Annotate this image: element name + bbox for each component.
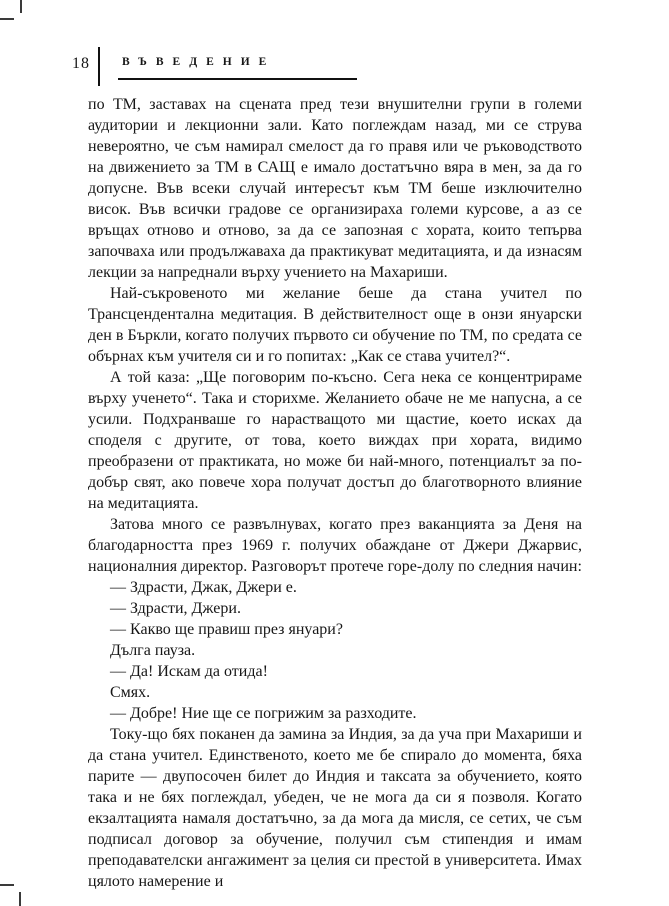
crop-mark-top-left-horizontal [0,18,14,20]
paragraph: Дълга пауза. [110,642,196,659]
crop-mark-bottom-left-horizontal [0,884,14,886]
paragraph: Смях. [110,684,151,701]
header-divider-bar [98,47,100,86]
paragraph: по ТМ, заставах на сцената пред тези внушителни групи в големи аудитории и лекционни зали. Като поглеждам назад, ми се струва невероятно, че съм намирал смелост да го правя или че ръководството на движението за ТМ в САЩ е имало достатъчно вяра в мен, за да го допусне. Във всеки случай интересът към ТМ беше изключително висок. Във всички градове се организираха големи курсове, а аз се връщах отново и отново, за да се запозная с хората, които тепърва започваха или продължаваха да практикуват медитацията, и да изнасям лекции за напреднали върху учението на Махариши. [88,96,582,281]
paragraph: — Добре! Ние ще се погрижим за разходите. [110,705,417,722]
paragraph: — Да! Искам да отида! [110,663,268,680]
header-rule [118,78,357,80]
paragraph: — Какво ще правиш през януари? [110,621,343,638]
paragraph: Затова много се развълнувах, когато през ваканцията за Деня на благодарността през 1969 г. получих обаждане от Джери Джарвис, националния директор. Разговорът протече горе-долу по следния начин: [88,516,582,575]
paragraph: А той каза: „Ще поговорим по-късно. Сега нека се концентрираме върху ученето“. Така и сторихме. Желанието обаче не ме напусна, а се усили. Подхранваше го нарастващото ми щастие, което исках да споделя с другите, от това, което виждах при хората, видимо преобразени от практиката, но може би най-много, потенциалът за по-добър свят, ако повече хора получат достъп до благотворното влияние на медитацията. [88,369,582,512]
paragraph: Най-съкровеното ми желание беше да стана учител по Трансцендентална медитация. В действителност още в онзи януарски ден в Бъркли, когато получих първото си обучение по ТМ, по средата се обърнах към учителя си и го попитах: „Как се става учител?“. [88,285,582,365]
body-text [88,94,582,892]
paragraph: — Здрасти, Джери. [110,600,241,617]
crop-mark-top-left-vertical [20,0,22,13]
crop-mark-bottom-left-vertical [19,892,21,906]
paragraph: — Здрасти, Джак, Джери е. [110,579,297,596]
chapter-running-title: ВЪВЕДЕНИЕ [122,56,276,68]
paragraph: Току-що бях поканен да замина за Индия, за да уча при Махариши и да стана учител. Единственото, което ме бе спирало до момента, бяха парите — двупосочен билет до Индия и таксата за обучението, която така и не бях поглеждал, убеден, че не мога да си я позволя. Когато екзалтацията намаля достатъчно, за да мога да мисля, се сетих, че съм подписал договор за обучение, получил съм стипендия и имам преподавателски ангажимент за целия си престой в университета. Имах цялото намерение и [88,726,582,890]
page-number: 18 [72,55,90,72]
